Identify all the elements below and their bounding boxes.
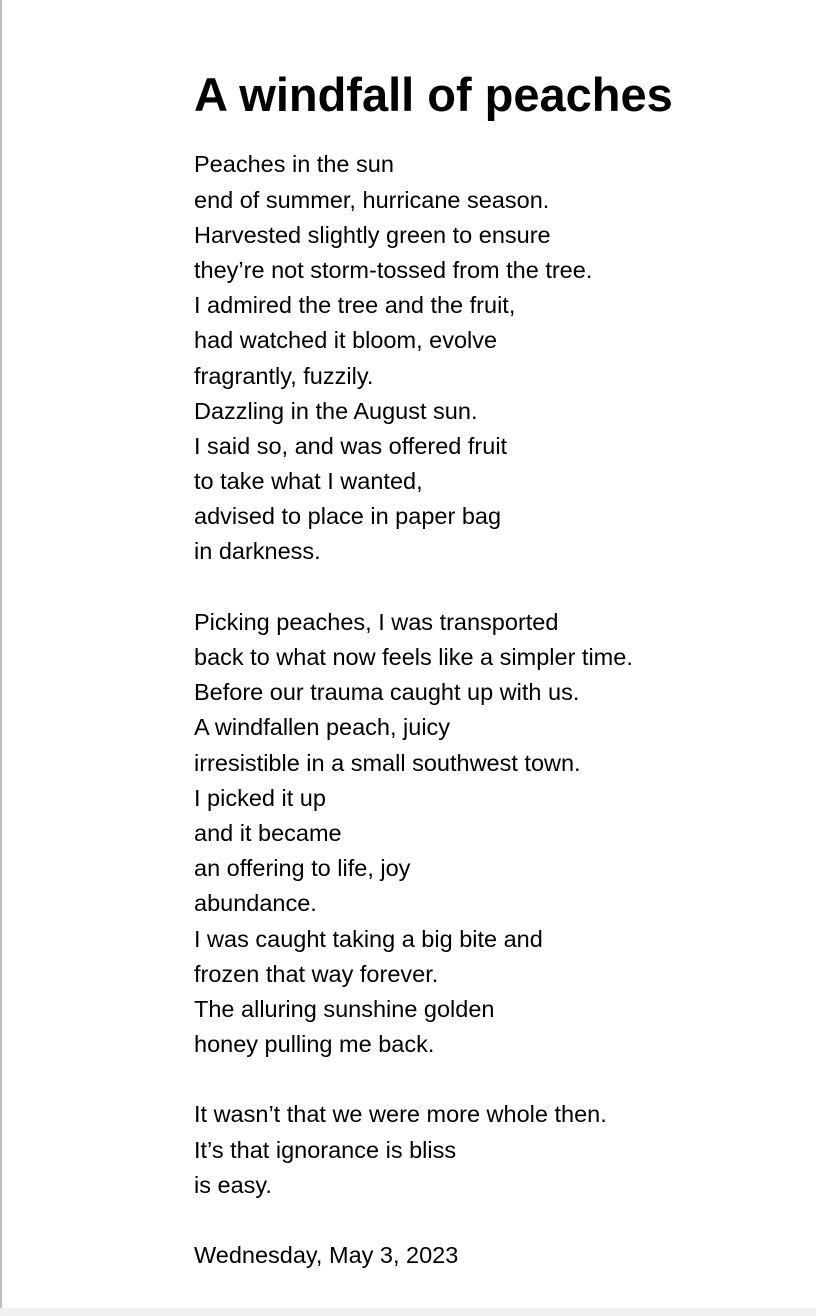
poem-line: Dazzling in the August sun. (194, 397, 478, 424)
poem-line: frozen that way forever. (194, 960, 439, 987)
poem-title: A windfall of peaches (194, 68, 673, 121)
document-page (194, 68, 794, 1273)
poem-line: It wasn’t that we were more whole then. (194, 1101, 607, 1128)
poem-line: end of summer, hurricane season. (194, 186, 550, 213)
poem-line: they’re not storm-tossed from the tree. (194, 256, 593, 283)
poem-line: advised to place in paper bag (194, 503, 502, 530)
stanza-2 (194, 605, 794, 1062)
poem-line: Before our trauma caught up with us. (194, 679, 580, 706)
stanza-3 (194, 1097, 794, 1203)
poem-line: fragrantly, fuzzily. (194, 362, 374, 389)
poem-line: The alluring sunshine golden (194, 995, 495, 1022)
poem-line: had watched it bloom, evolve (194, 327, 498, 354)
poem-line: Picking peaches, I was transported (194, 608, 559, 635)
stanza-1 (194, 147, 794, 569)
poem-line: to take what I wanted, (194, 468, 423, 495)
poem-line: I said so, and was offered fruit (194, 432, 508, 459)
poem-line: honey pulling me back. (194, 1031, 435, 1058)
poem-line: in darkness. (194, 538, 321, 565)
poem-line: I admired the tree and the fruit, (194, 292, 516, 319)
poem-line: A windfallen peach, juicy (194, 714, 451, 741)
poem-line: irresistible in a small southwest town. (194, 749, 581, 776)
poem-line: It’s that ignorance is bliss (194, 1136, 457, 1163)
poem-line: and it became (194, 819, 342, 846)
poem-line: is easy. (194, 1171, 272, 1198)
poem-line: Peaches in the sun (194, 151, 394, 178)
poem-date: Wednesday, May 3, 2023 (194, 1242, 459, 1269)
poem-line: Harvested slightly green to ensure (194, 221, 551, 248)
poem-line: I picked it up (194, 784, 326, 811)
poem-line: I was caught taking a big bite and (194, 925, 543, 952)
page-left-border (0, 0, 2, 1316)
poem-line: back to what now feels like a simpler time. (194, 644, 633, 670)
poem-line: abundance. (194, 890, 317, 917)
poem-line: an offering to life, joy (194, 855, 411, 882)
page-bottom-edge (0, 1308, 816, 1316)
